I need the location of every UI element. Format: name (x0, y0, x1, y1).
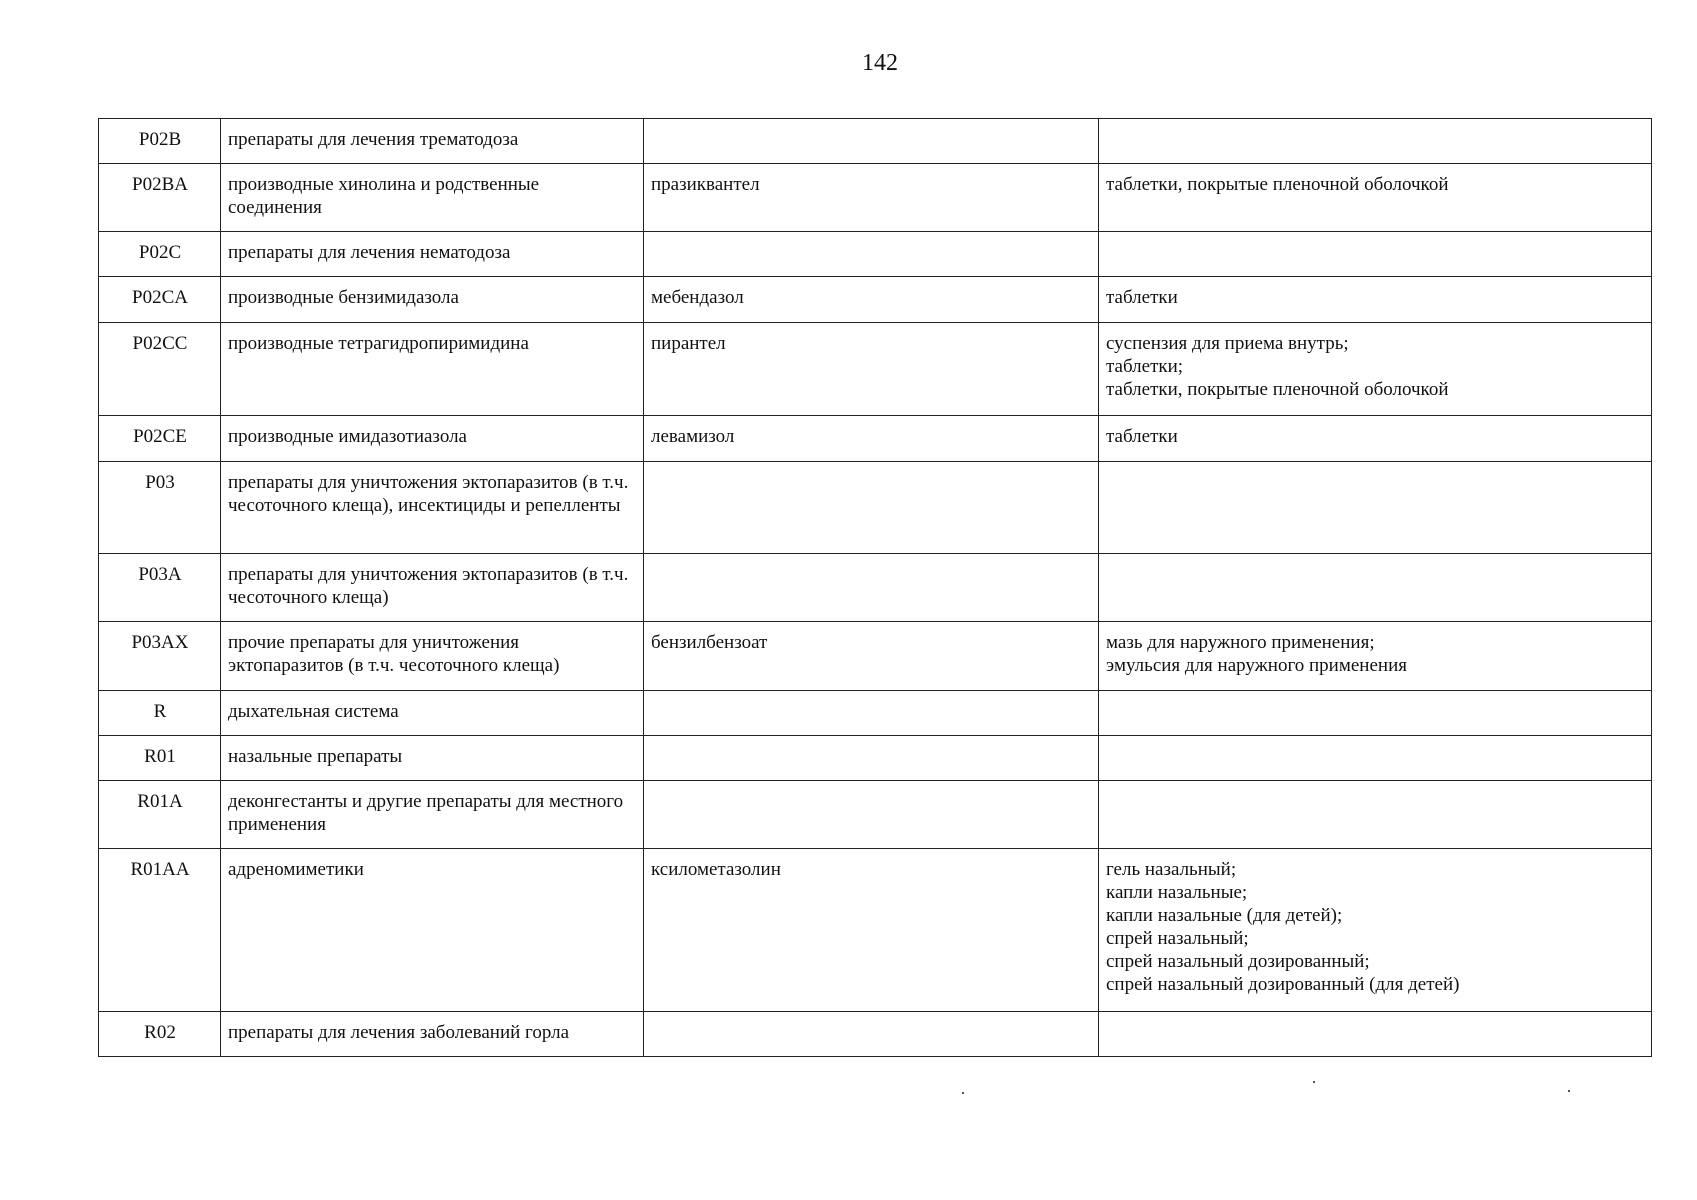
atc-code: P02B (99, 119, 221, 164)
dosage-forms (1099, 232, 1652, 277)
dosage-form-line: капли назальные (для детей); (1106, 905, 1343, 926)
group-name: прочие препараты для уничтожения эктопаразитов (в т.ч. чесоточного клеща) (221, 622, 644, 691)
dosage-forms (1099, 622, 1652, 691)
drug-name (644, 554, 1099, 622)
table-row (99, 416, 1652, 462)
dosage-form-line: таблетки, покрытые пленочной оболочкой (1106, 174, 1449, 195)
drug-name (644, 119, 1099, 164)
atc-code: P02C (99, 232, 221, 277)
dosage-forms (1099, 849, 1652, 1012)
atc-code: P02CE (99, 416, 221, 462)
atc-code: R01AA (99, 849, 221, 1012)
drug-name (644, 462, 1099, 554)
page-number: 142 (862, 50, 898, 76)
dosage-form-line: спрей назальный дозированный (для детей) (1106, 974, 1460, 995)
atc-code: R02 (99, 1012, 221, 1057)
table-row (99, 781, 1652, 849)
dosage-forms (1099, 554, 1652, 622)
group-name: производные хинолина и родственные соединения (221, 164, 644, 232)
drug-name: ксилометазолин (644, 849, 1099, 1012)
atc-code: P02BA (99, 164, 221, 232)
dosage-form-line: спрей назальный; (1106, 928, 1249, 949)
group-name: препараты для лечения нематодоза (221, 232, 644, 277)
atc-code: P03A (99, 554, 221, 622)
dosage-forms (1099, 462, 1652, 554)
atc-code: R01A (99, 781, 221, 849)
dosage-forms (1099, 736, 1652, 781)
group-name: деконгестанты и другие препараты для местного применения (221, 781, 644, 849)
scan-speck (1313, 1081, 1315, 1083)
drug-name (644, 736, 1099, 781)
drug-name (644, 781, 1099, 849)
atc-code: R01 (99, 736, 221, 781)
drug-name: мебендазол (644, 277, 1099, 323)
dosage-form-line: таблетки; (1106, 356, 1184, 377)
dosage-forms (1099, 119, 1652, 164)
atc-code: P02CA (99, 277, 221, 323)
table-row (99, 849, 1652, 1012)
drug-name (644, 232, 1099, 277)
table-row (99, 554, 1652, 622)
dosage-form-line: эмульсия для наружного применения (1106, 655, 1407, 676)
atc-code: R (99, 691, 221, 736)
table-row (99, 462, 1652, 554)
dosage-form-line: суспензия для приема внутрь; (1106, 333, 1349, 354)
atc-code: P03 (99, 462, 221, 554)
dosage-form-line: капли назальные; (1106, 882, 1248, 903)
group-name: назальные препараты (221, 736, 644, 781)
dosage-forms (1099, 416, 1652, 462)
group-name: адреномиметики (221, 849, 644, 1012)
dosage-forms (1099, 1012, 1652, 1057)
drug-name: левамизол (644, 416, 1099, 462)
dosage-form-line: таблетки (1106, 426, 1178, 447)
dosage-forms (1099, 277, 1652, 323)
drug-name (644, 1012, 1099, 1057)
atc-code: P03AX (99, 622, 221, 691)
drug-name: бензилбензоат (644, 622, 1099, 691)
group-name: производные тетрагидропиримидина (221, 323, 644, 416)
drug-name (644, 691, 1099, 736)
drug-name: празиквантел (644, 164, 1099, 232)
group-name: производные бензимидазола (221, 277, 644, 323)
table-row (99, 1012, 1652, 1057)
table-row (99, 232, 1652, 277)
group-name: препараты для лечения заболеваний горла (221, 1012, 644, 1057)
dosage-forms (1099, 323, 1652, 416)
table-row (99, 277, 1652, 323)
dosage-forms (1099, 781, 1652, 849)
drug-classification-table (98, 118, 1652, 1057)
dosage-forms (1099, 164, 1652, 232)
scan-speck (1568, 1090, 1570, 1092)
drug-name: пирантел (644, 323, 1099, 416)
table-row (99, 622, 1652, 691)
atc-code: P02CC (99, 323, 221, 416)
table-row (99, 119, 1652, 164)
table-row (99, 164, 1652, 232)
scan-speck (962, 1092, 964, 1094)
table-row (99, 736, 1652, 781)
group-name: производные имидазотиазола (221, 416, 644, 462)
dosage-form-line: таблетки (1106, 287, 1178, 308)
dosage-form-line: мазь для наружного применения; (1106, 632, 1375, 653)
group-name: препараты для лечения трематодоза (221, 119, 644, 164)
table-row (99, 691, 1652, 736)
dosage-forms (1099, 691, 1652, 736)
group-name: препараты для уничтожения эктопаразитов (в т.ч. чесоточного клеща) (221, 554, 644, 622)
dosage-form-line: спрей назальный дозированный; (1106, 951, 1370, 972)
group-name: препараты для уничтожения эктопаразитов (в т.ч. чесоточного клеща), инсектициды и репелленты (221, 462, 644, 554)
dosage-form-line: таблетки, покрытые пленочной оболочкой (1106, 379, 1449, 400)
group-name: дыхательная система (221, 691, 644, 736)
dosage-form-line: гель назальный; (1106, 859, 1237, 880)
table-row (99, 323, 1652, 416)
